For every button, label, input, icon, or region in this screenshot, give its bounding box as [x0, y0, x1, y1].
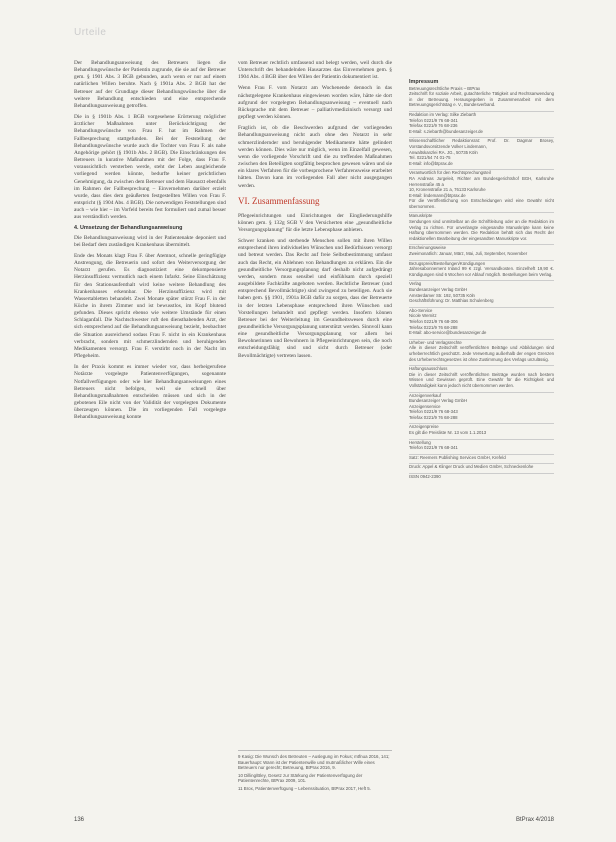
issn: ISSN 0942-2390 [409, 474, 441, 480]
impressum-sidebar [409, 80, 554, 480]
impressum-block: Abo-Service Nicole Wernitz Telefon 0221/9 76 68-306 Telefax 0221/9 76 68-288 E-Mail: abo-service@bundesanzeiger.de [409, 308, 554, 340]
section-title: Umsetzung der Behandlungsanweisung [80, 225, 183, 232]
page-number: 136 [74, 817, 85, 823]
impressum-block: Anzeigenpreise Es gilt die Preisliste Nr. 13 vom 1.1.2013 [409, 424, 554, 439]
section-heading [74, 225, 226, 232]
section-heading-summary: VI. Zusammenfassung [238, 195, 320, 206]
impressum-block: Manuskripte Sendungen sind unmittelbar an die Schriftleitung oder an die Redaktion im Verlag zu richten. Für unverlangte eingesandte Manuskripte kann keine Haftung übernommen werden. Die Redaktion behält sich das Recht der redaktionellen Bearbeitung der eingesandten Manuskripte vor. [409, 213, 554, 245]
footnotes [238, 750, 392, 794]
impressum-block: Redaktion im Verlag: Silke Ziebarth Telefon 0221/9 76 68-341 Telefax 0221/9 76 68-236 E-Mail: s.ziebarth@bundesanzeiger.de [409, 112, 554, 138]
footnote: 11 Brox, Patientenverfügung – Lebenssituation, BtPrax 2017, Heft 5. [238, 785, 371, 791]
impressum-block: Wissenschaftlicher Redaktionsrat: Prof. Dr. Dagmar Brosey, Vorstandsvorsitzende Volker Lindemann, Anwaltskanzlei RA. JG., 50735 Köln Tel. 0221/54 74 01-75 E-Mail: info@btprax.de [409, 138, 554, 170]
impressum-block: Haftungsausschluss Die in dieser Zeitschrift veröffentlichten Beiträge wurden nach bestem Wissen und Gewissen geprüft. Eine Gewähr für die Richtigkeit und Vollständigkeit kann jedoch nicht übernommen werden. [409, 366, 554, 392]
impressum-block: Bezugspreis/Bestellungen/Kündigungen Jahresabonnement Inland 99 € zzgl. Versandkosten. Einzelheft 19,90 €. Kündigungen sind 6 Wochen vor Ablauf möglich. Bestellungen beim Verlag. [409, 261, 554, 282]
impressum-block: Erscheinungsweise Zweimonatlich: Januar, März, Mai, Juli, September, November [409, 245, 554, 260]
section-header: Urteile [74, 27, 107, 38]
paragraph: Fraglich ist, ob die Beschwerden aufgrund der vorliegenden Behandlungsanweisung nicht auch ohne den Notarzt in sehr schmerzlindernder und beruhigender Medikamente hätte gelindert werden können. Dies wäre nur möglich, wenn im Einzelfall gewesen, wenn die vorliegende Vorschrift und die zu treffenden Maßnahmen zwischen den Beteiligten sorgfältig besprochen gewesen wären und sie ein klares Verfahren für die vorbesprochene Verfahrensweise erarbeitet hätten. Davon kann im vorliegenden Fall aber nicht ausgegangen werden. [238, 125, 392, 189]
impressum-title: Impressum [409, 79, 439, 85]
paragraph: Der Behandlungsanweisung des Betreuers liegen die Behandlungswünsche der Patientin zugrunde, die sie auf der Betreuer gem. § 1901 Abs. 3 BGB gebunden, auch wenn er nur auf einem natürlichen Willen beruhte. Nach § 1901a Abs. 2 BGB hat der Betreuer auf der Grundlage dieser Behandlungswünsche über die weitere Behandlung entschieden und eine entsprechende Behandlungsanweisung getroffen. [74, 60, 226, 109]
section-number: 4. [74, 225, 79, 232]
impressum-block: Urheber- und Verlagsrechte Alle in dieser Zeitschrift veröffentlichten Beiträge und Abbildungen sind urheberrechtlich geschützt. Jede Verwertung außerhalb der engen Grenzen des Urheberrechtsgesetzes ist ohne Zustimmung des Verlags unzulässig. [409, 340, 554, 366]
impressum-block: Verlag Bundesanzeiger Verlag GmbH Amsterdamer Str. 192, 50735 Köln Geschäftsführung: Dr. Matthias Schulenberg [409, 281, 554, 307]
paragraph: Ende des Monats klagt Frau F. über Atemnot, schnelle geringfügige Anstrengung, die Betreuerin und sofort den Weiterversorgung der Notarzt gerufen. Es diagnostiziert eine dekompensierte Herzinsuffizienz vermutlich nach einem Infarkt. Seine Einschätzung für den Stationsaufenthalt wird keine weitere Behandlung des Krankenhauses erkennbar. Die Herzinsuffizienz wird mit Wassertabletten behandelt. Zwei Monate später stürzt Frau F. in der Küche in ihrem Zimmer und ist bewusstlos, im Kopf blutend gefunden. Dieses spricht ebenso wie weitere Umstände für einen Schlaganfall. Die Nachtschwester ruft den diensthabenden Arzt, der sich entsprechend auf die Behandlungsanweisung bezieht, beobachtet die Situation ausreichend sodass Frau F. nicht in ein Krankenhaus verbracht, sondern mit schmerzlindernden und beruhigenden Medikamenten versorgt. Frau F. verstirbt noch in der Nacht im Pflegeheim. [74, 252, 226, 360]
impressum-block: Herstellung Telefon 0221/9 76 68-341 [409, 440, 554, 455]
impressum-block: Betreuungsrechtliche Praxis – BtPrax Zeitschrift für soziale Arbeit, gutachterliche Tätigkeit und Rechtsanwendung in der Betreuung. Herausgegeben in Zusammenarbeit mit dem Betreuungsgerichtstag e. V., Bundesverband. [409, 86, 554, 112]
impressum-block: Druck: Appel & Klinger Druck und Medien GmbH, Schneckenlohe [409, 464, 554, 474]
impressum-block: Anzeigenverkauf Bundesanzeiger Verlag GmbH Anzeigenservice Telefon 0221/9 76 68-343 Telefax 0221/9 76 68-288 [409, 393, 554, 425]
column-left [74, 60, 226, 426]
paragraph: Die Behandlungsanweisung wird in der Patientenakte deponiert und bei Bedarf dem zuständigen Krankenhaus übermittelt. [74, 234, 226, 248]
paragraph: Die in § 1901b Abs. 1 BGB vorgesehene Erörterung möglicher ärztlicher Maßnahmen unter Berücksichtigung der Behandlungswünsche von Frau F. hat im Rahmen der Fallbesprechung stattgefunden. Bei der Feststellung der Behandlungswünsche wurde auch die Tochter von Frau F. als nahe Angehörige gehört (§ 1901b Abs. 2 BGB). Die Einschränkungen des Betreuers in kurative Maßnahmen mit der Folge, dass Frau F. voraussichtlich versterben werde, steht der Leben ausgleichende vorliegend werden könnte, bedurfte keiner gerichtlichen Genehmigung, da zwischen dem Betreuer und dem Hausarzt ebenfalls im Rahmen der Fallbesprechung – Einvernehmen darüber erzielt wurde, dass dies dem geäußerten festgestellten Willen von Frau F. entspricht (§ 1904 Abs. 4 BGB). Die notwendigen Feststellungen sind auch – wie hier – im Vorfeld bereits fest formuliert und zumal besser aus verständlich werden. [74, 114, 226, 221]
paragraph: Schwer kranken und sterbende Menschen sollen mit ihren Willen entsprechend ihren individuellen Wünschen und Bedürfnissen versorgt und betreut werden. Das Recht auf freie Selbstbestimmung umfasst auch das Recht, ein Ablehnen von Behandlungen zu erklären. Ein die gesundheitliche Versorgungsplanung darf deshalb nicht aufgedrängt werden, sondern muss sensibel und einfühlsam durch speziell ausgebildete Fachkräfte angeboten werden. Rechtliche Betreuer (und entsprechend Bevollmächtigte) sind zwingend zu beteiligen. Auch sie haben gem. §§ 1901, 1901a BGB dafür zu sorgen, dass der Betreuerte in der letzten Lebensphase entsprechend ihren Wünschen und Vorstellungen behandelt und gepflegt werden. Insofern können Betreuer bei der Weiterleitung im Gesundheitswesen durch eine gesundheitliche Versorgungsplanung unterstützt werden. Sinnvoll kann eine gesundheitliche Versorgungsplanung vor allem bei Bewohnerinnen und Bewohnern in Pflegeeinrichtungen sein, die noch entscheidungsfähig sind und sicht durch Betreuer (oder Bevollmächtigte) vertreten lassen. [238, 238, 392, 359]
paragraph: In der Praxis kommt es immer wieder vor, dass herbeigerufene Notärzte vorgelegte Patientenverfügungen, sogenannte Notfallverfügungen oder wie hier Behandlungsanweisungen eines Betreuers nicht befolgen, weil sie schnell über Behandlungsmaßnahmen entscheiden müssen und sich in der gebotenen Eile nicht von der Validität der vorgelegten Dokumente überzeugen können. Die im vorliegenden Fall vorgelegte Behandlungsanweisung konnte [74, 364, 226, 421]
journal-issue: BtPrax 4/2018 [515, 817, 554, 823]
column-middle [238, 60, 392, 364]
paragraph: Wenn Frau F. vom Notarzt am Wochenende dennoch in das nächstgelegene Krankenhaus eingewiesen worden wäre, hätte sie dort aufgrund der vorgelegten Behandlungsanweisung – eventuell nach Rücksprache mit dem Betreuer – palliativmedizinisch versorgt und gepflegt werden können. [238, 85, 392, 121]
footnote: 10 Dilling/Bley, Gesetz zur Stärkung der Patientenverfügung der Patientenrechte, BtPrax 2009, 101. [238, 772, 363, 784]
impressum-block: Satz: Reemers Publishing Services GmbH, Krefeld [409, 455, 554, 465]
impressum-block: Verantwortlich für den Rechtsprechungsteil RA Andreas Jurgeleit, Richter am Bundesgerichtshof BGH, Karlsruhe Herrenstraße 45 a 10, Kronenstraße 21 a, 76133 Karlsruhe E-Mail: lindemann@btprax.de Für die Veröffentlichung von Entscheidungen wird eine Gewähr nicht übernommen. [409, 170, 554, 213]
footnote: 9 Kasig: Die Wunsch des Betreuten – Auslegung im Fokus; mtfnua 2016, 141; Bauerhaupt: Wann ist der Patientenwille und mutmaßlicher Wille eines Betreuers nur gerecht; Betreuung, BtPrax 2016, 9. [238, 754, 390, 771]
paragraph: vom Betreuer rechtlich umfassend und belegt werden, weil durch die Unterschrift des behandelnden Hausarztes das Einvernehmen gem. § 1904 Abs. 4 BGB über den Willen der Patientin dokumentiert ist. [238, 60, 392, 81]
paragraph: Pflegeeinrichtungen und Einrichtungen der Eingliederungshilfe können gem. § 132g SGB V den Versicherten eine „gesundheitliche Versorgungsplanung" für die letzte Lebensphase anbieten. [238, 212, 392, 233]
